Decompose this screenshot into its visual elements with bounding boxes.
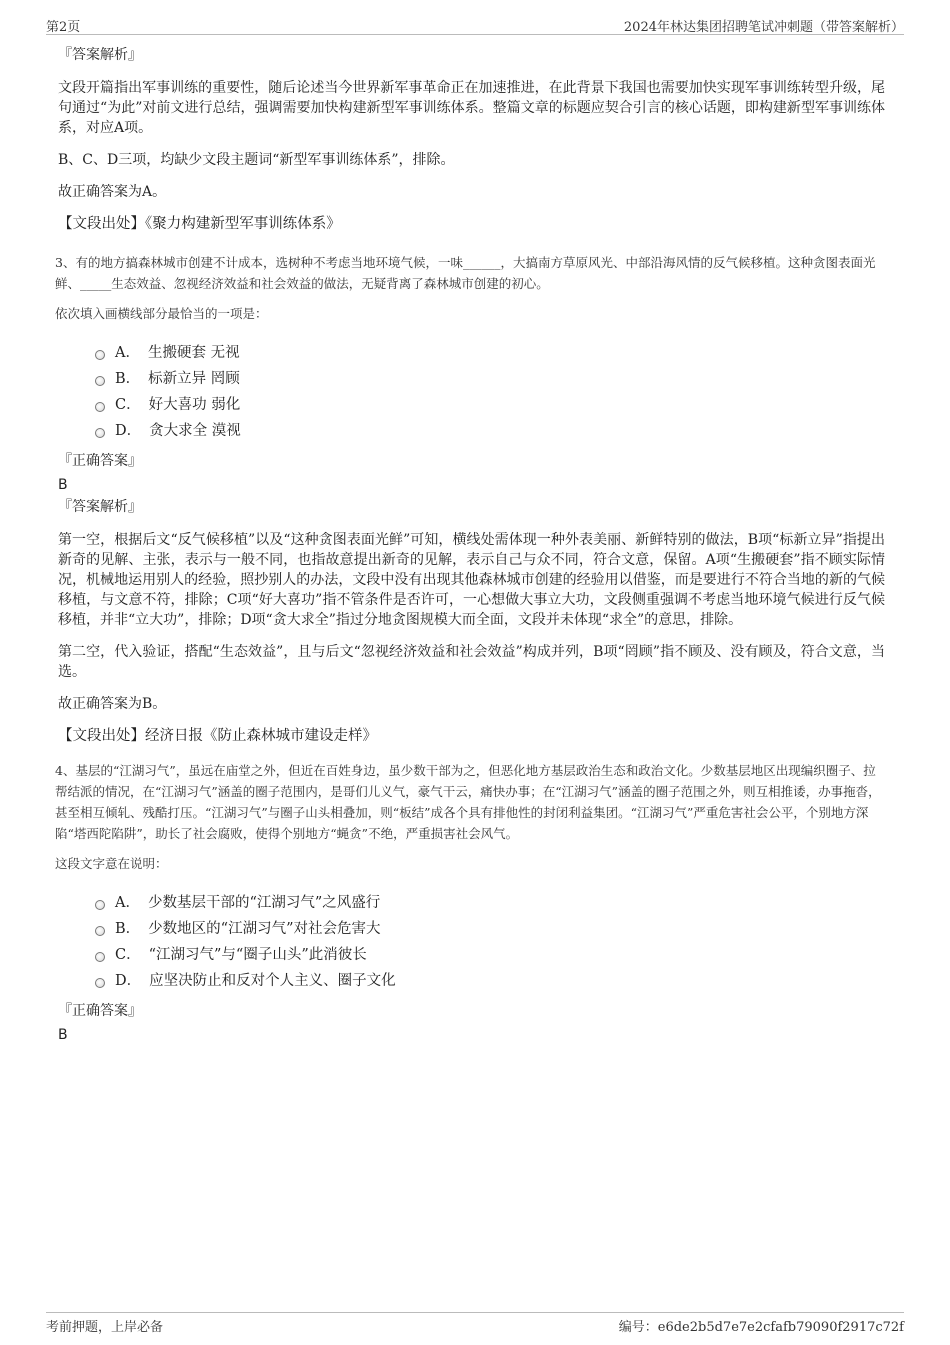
page-header: [46, 14, 904, 35]
question-stem: 4、基层的“江湖习气”，虽远在庙堂之外，但近在百姓身边，虽少数干部为之，但恶化地方基层政治生态和政治文化。少数基层地区出现编织圈子、拉帮结派的情况，在“江湖习气”涵盖的圈子范围内，是哥们儿义气，豪气干云，痛快办事；在“江湖习气”涵盖的圈子范围之外，则互相推诿，办事拖沓，甚至相互倾轧、残酷打压。“江湖习气”与圈子山头相叠加，则“板结”成各个具有排他性的封闭利益集团。“江湖习气”严重危害社会公平，个别地方深陷“塔西陀陷阱”，助长了社会腐败，使得个别地方“蝇贪”不绝，严重损害社会风气。: [55, 763, 881, 841]
page-content: [55, 46, 885, 1048]
analysis-heading: 『答案解析』: [58, 499, 142, 515]
option-text: 少数地区的“江湖习气”对社会危害大: [148, 921, 381, 937]
option-letter: A．: [115, 895, 140, 911]
question-prompt: 这段文字意在说明：: [55, 856, 168, 871]
page-number: 第2页: [46, 20, 81, 35]
radio-button[interactable]: [95, 978, 105, 988]
option-b[interactable]: [95, 366, 885, 392]
radio-button[interactable]: [95, 350, 105, 360]
option-letter: C．: [115, 947, 141, 963]
analysis-conclusion: 故正确答案为B。: [58, 696, 167, 712]
analysis-paragraph: 第二空，代入验证，搭配“生态效益”，且与后文“忽视经济效益和社会效益”构成并列，B项“罔顾”指不顾及、没有顾及，符合文意，当选。: [58, 644, 885, 680]
radio-button[interactable]: [95, 926, 105, 936]
option-d[interactable]: [95, 968, 885, 994]
radio-button[interactable]: [95, 900, 105, 910]
option-d[interactable]: [95, 418, 885, 444]
page-footer: [46, 1312, 904, 1335]
option-letter: B．: [115, 921, 141, 937]
analysis-paragraph: 文段开篇指出军事训练的重要性，随后论述当今世界新军事革命正在加速推进，在此背景下我国也需要加快实现军事训练转型升级，尾句通过“为此”对前文进行总结，强调需要加快构建新型军事训练体系。整篇文章的标题应契合引言的核心话题，即构建新型军事训练体系，对应A项。: [58, 80, 885, 136]
analysis-heading: 『答案解析』: [58, 47, 142, 63]
analysis-paragraph: B、C、D三项，均缺少文段主题词“新型军事训练体系”，排除。: [58, 152, 455, 168]
option-letter: D．: [115, 423, 142, 439]
option-text: 生搬硬套 无视: [147, 345, 240, 361]
option-text: 贪大求全 漠视: [149, 423, 241, 439]
option-list: [95, 890, 885, 994]
footer-slogan: 考前押题，上岸必备: [46, 1320, 164, 1335]
option-list: [95, 340, 885, 444]
option-letter: B．: [115, 371, 141, 387]
analysis-conclusion: 故正确答案为A。: [58, 184, 167, 200]
option-b[interactable]: [95, 916, 885, 942]
option-letter: A．: [115, 345, 140, 361]
correct-answer: B: [58, 477, 68, 493]
document-title: 2024年林达集团招聘笔试冲刺题（带答案解析）: [623, 20, 904, 35]
option-a[interactable]: [95, 340, 885, 366]
option-letter: C．: [115, 397, 141, 413]
option-text: 少数基层干部的“江湖习气”之风盛行: [147, 895, 381, 911]
correct-answer: B: [58, 1027, 68, 1043]
radio-button[interactable]: [95, 952, 105, 962]
option-a[interactable]: [95, 890, 885, 916]
option-text: 应坚决防止和反对个人主义、圈子文化: [149, 973, 396, 989]
radio-button[interactable]: [95, 428, 105, 438]
radio-button[interactable]: [95, 402, 105, 412]
correct-answer-heading: 『正确答案』: [58, 453, 142, 469]
analysis-paragraph: 第一空，根据后文“反气候移植”以及“这种贪图表面光鲜”可知，横线处需体现一种外表美丽、新鲜特别的做法，B项“标新立异”指提出新奇的见解、主张，表示与一般不同，也指故意提出新奇的见解，表示自己与众不同，符合文意，保留。A项“生搬硬套”指不顾实际情况，机械地运用别人的经验，照抄别人的办法，文段中没有出现其他森林城市创建的经验用以借鉴，而是要进行不符合当地的新的气候移植，与文意不符，排除；C项“好大喜功”指不管条件是否许可，一心想做大事立大功，文段侧重强调不考虑当地环境气候进行反气候移植，并非“立大功”，排除；D项“贪大求全”指过分地贪图规模大而全面，文段并未体现“求全”的意思，排除。: [58, 532, 885, 628]
question-stem: 3、有的地方搞森林城市创建不计成本，选树种不考虑当地环境气候，一味______，大搞南方草原风光、中部沿海风情的反气候移植。这种贪图表面光鲜、_____生态效益、忽视经济效益和社会效益的做法，无疑背离了森林城市创建的初心。: [55, 255, 876, 291]
correct-answer-heading: 『正确答案』: [58, 1003, 142, 1019]
option-text: “江湖习气”与“圈子山头”此消彼长: [148, 947, 367, 963]
passage-source: 【文段出处】经济日报《防止森林城市建设走样》: [58, 728, 377, 744]
option-text: 标新立异 罔顾: [148, 371, 240, 387]
option-c[interactable]: [95, 392, 885, 418]
option-c[interactable]: [95, 942, 885, 968]
passage-source: 【文段出处】《聚力构建新型军事训练体系》: [58, 216, 341, 232]
option-letter: D．: [115, 973, 142, 989]
question-prompt: 依次填入画横线部分最恰当的一项是：: [55, 306, 268, 321]
document-serial: 编号：e6de2b5d7e7e2cfafb79090f2917c72f: [618, 1320, 904, 1335]
radio-button[interactable]: [95, 376, 105, 386]
option-text: 好大喜功 弱化: [148, 397, 241, 413]
